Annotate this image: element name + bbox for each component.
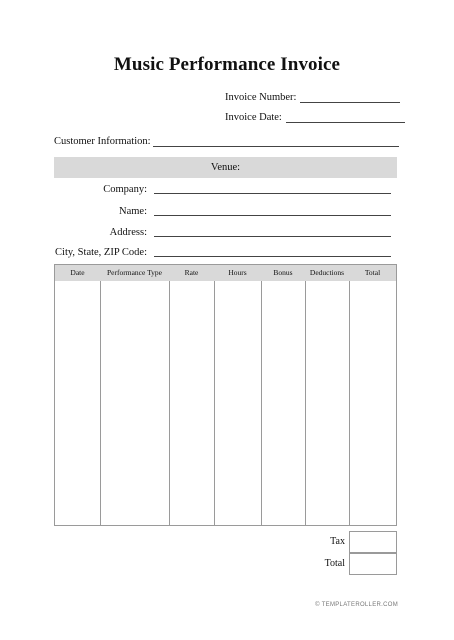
column-header-deductions: Deductions	[309, 268, 345, 277]
table-header	[55, 265, 396, 281]
invoice-number-label: Invoice Number:	[225, 92, 297, 103]
company-label: Company:	[103, 184, 147, 195]
column-divider	[349, 281, 350, 525]
invoice-date-field[interactable]	[286, 113, 405, 123]
city-state-zip-label: City, State, ZIP Code:	[55, 247, 147, 258]
column-divider	[261, 281, 262, 525]
total-row	[300, 553, 397, 575]
customer-info-field[interactable]	[153, 137, 399, 147]
name-label: Name:	[119, 206, 147, 217]
city-state-zip-field[interactable]	[154, 256, 391, 257]
venue-header: Venue:	[54, 157, 397, 178]
performance-table	[54, 264, 397, 526]
address-field[interactable]	[154, 236, 391, 237]
address-label: Address:	[109, 227, 147, 238]
invoice-number-field[interactable]	[300, 93, 400, 103]
column-header-rate: Rate	[184, 268, 199, 277]
tax-row	[300, 531, 397, 553]
invoice-date-label: Invoice Date:	[225, 112, 282, 123]
column-header-bonus: Bonus	[273, 268, 293, 277]
column-header-date: Date	[70, 268, 85, 277]
total-field[interactable]	[349, 553, 397, 575]
venue-name-row	[54, 203, 397, 217]
name-field[interactable]	[154, 215, 391, 216]
footer-brand: © TEMPLATEROLLER.COM	[315, 602, 398, 608]
column-header-total: Total	[364, 268, 381, 277]
total-label: Total	[324, 558, 345, 569]
column-header-performance-type: Performance Type	[107, 268, 162, 277]
company-field[interactable]	[154, 193, 391, 194]
invoice-date-row	[225, 112, 405, 123]
customer-info-label: Customer Information:	[54, 136, 151, 147]
column-divider	[169, 281, 170, 525]
column-divider	[305, 281, 306, 525]
page-title: Music Performance Invoice	[113, 54, 341, 75]
column-header-hours: Hours	[228, 268, 247, 277]
invoice-number-row	[225, 92, 400, 103]
venue-address-row	[54, 224, 397, 238]
tax-field[interactable]	[349, 531, 397, 553]
tax-label: Tax	[330, 536, 345, 547]
venue-company-row	[54, 181, 397, 195]
column-divider	[214, 281, 215, 525]
column-divider	[100, 281, 101, 525]
customer-info-row	[54, 136, 399, 147]
venue-city-row	[54, 244, 397, 258]
